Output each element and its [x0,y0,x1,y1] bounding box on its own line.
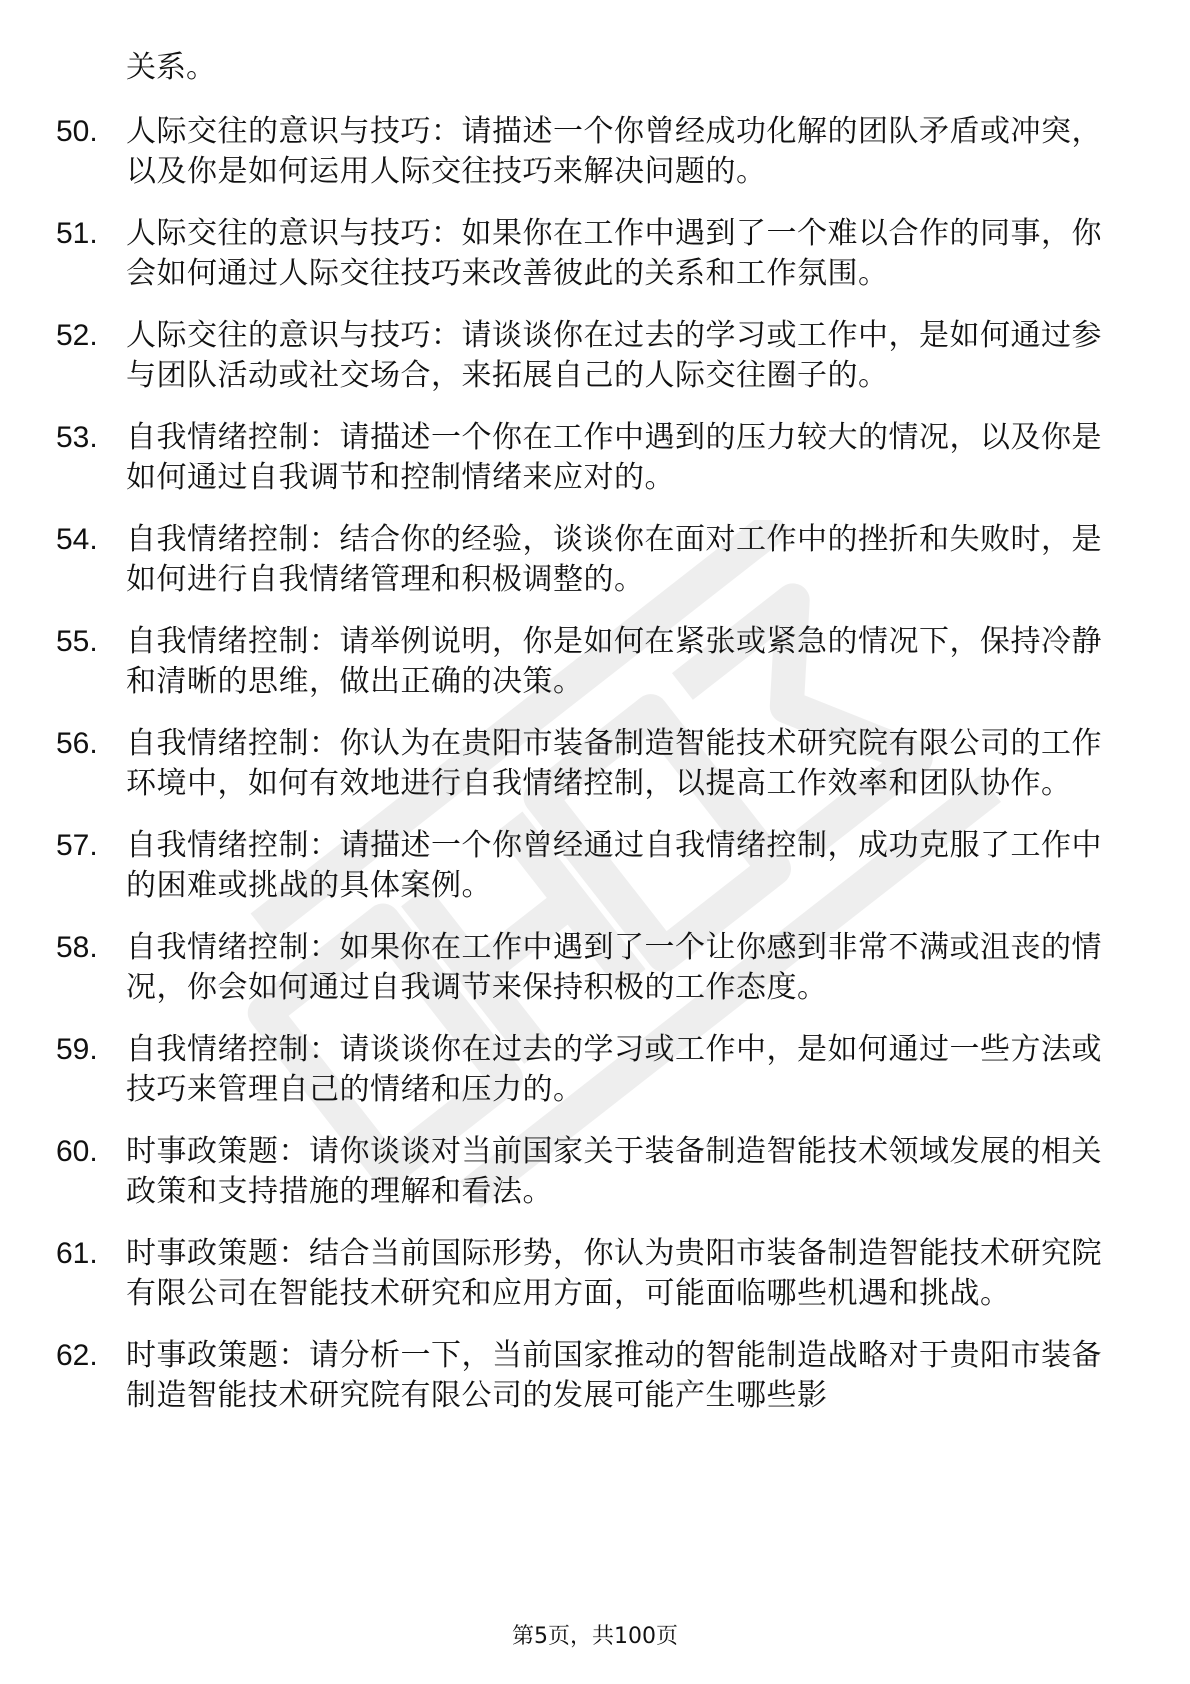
question-text: 人际交往的意识与技巧：请描述一个你曾经成功化解的团队矛盾或冲突，以及你是如何运用人际交往技巧来解决问题的。 [126,114,1102,189]
question-text: 人际交往的意识与技巧：请谈谈你在过去的学习或工作中，是如何通过参与团队活动或社交场合，来拓展自己的人际交往圈子的。 [126,318,1102,393]
page-footer: 第5页，共100页 [512,1624,678,1649]
question-number: 59. [56,1033,98,1066]
question-item [0,928,1190,1008]
question-number: 55. [56,625,98,658]
question-number: 52. [56,319,98,352]
question-item [0,1132,1190,1212]
question-item [0,724,1190,804]
question-list [0,112,1190,1438]
question-number: 53. [56,421,98,454]
question-text: 自我情绪控制：你认为在贵阳市装备制造智能技术研究院有限公司的工作环境中，如何有效地进行自我情绪控制，以提高工作效率和团队协作。 [126,726,1102,801]
question-item [0,622,1190,702]
question-text: 人际交往的意识与技巧：如果你在工作中遇到了一个难以合作的同事，你会如何通过人际交往技巧来改善彼此的关系和工作氛围。 [126,216,1102,291]
question-item [0,316,1190,396]
question-number: 57. [56,829,98,862]
question-item [0,1336,1190,1416]
question-text: 时事政策题：请你谈谈对当前国家关于装备制造智能技术领域发展的相关政策和支持措施的理解和看法。 [126,1134,1102,1209]
question-item [0,214,1190,294]
question-number: 58. [56,931,98,964]
question-number: 50. [56,115,98,148]
question-number: 60. [56,1135,98,1168]
question-item [0,520,1190,600]
question-item [0,418,1190,498]
question-number: 54. [56,523,98,556]
question-text: 自我情绪控制：请举例说明，你是如何在紧张或紧急的情况下，保持冷静和清晰的思维，做出正确的决策。 [126,624,1102,699]
question-text: 时事政策题：结合当前国际形势，你认为贵阳市装备制造智能技术研究院有限公司在智能技术研究和应用方面，可能面临哪些机遇和挑战。 [126,1236,1102,1311]
question-text: 自我情绪控制：结合你的经验，谈谈你在面对工作中的挫折和失败时，是如何进行自我情绪管理和积极调整的。 [126,522,1102,597]
question-item [0,1030,1190,1110]
continuation-text: 关系。 [126,50,216,85]
question-item [0,1234,1190,1314]
question-number: 51. [56,217,98,250]
question-number: 61. [56,1237,98,1270]
question-text: 自我情绪控制：如果你在工作中遇到了一个让你感到非常不满或沮丧的情况，你会如何通过自我调节来保持积极的工作态度。 [126,930,1102,1005]
question-text: 时事政策题：请分析一下，当前国家推动的智能制造战略对于贵阳市装备制造智能技术研究院有限公司的发展可能产生哪些影 [126,1338,1102,1413]
question-text: 自我情绪控制：请谈谈你在过去的学习或工作中，是如何通过一些方法或技巧来管理自己的情绪和压力的。 [126,1032,1102,1107]
question-item [0,826,1190,906]
question-text: 自我情绪控制：请描述一个你曾经通过自我情绪控制，成功克服了工作中的困难或挑战的具体案例。 [126,828,1102,903]
question-text: 自我情绪控制：请描述一个你在工作中遇到的压力较大的情况，以及你是如何通过自我调节和控制情绪来应对的。 [126,420,1102,495]
question-number: 62. [56,1339,98,1372]
question-number: 56. [56,727,98,760]
question-item [0,112,1190,192]
